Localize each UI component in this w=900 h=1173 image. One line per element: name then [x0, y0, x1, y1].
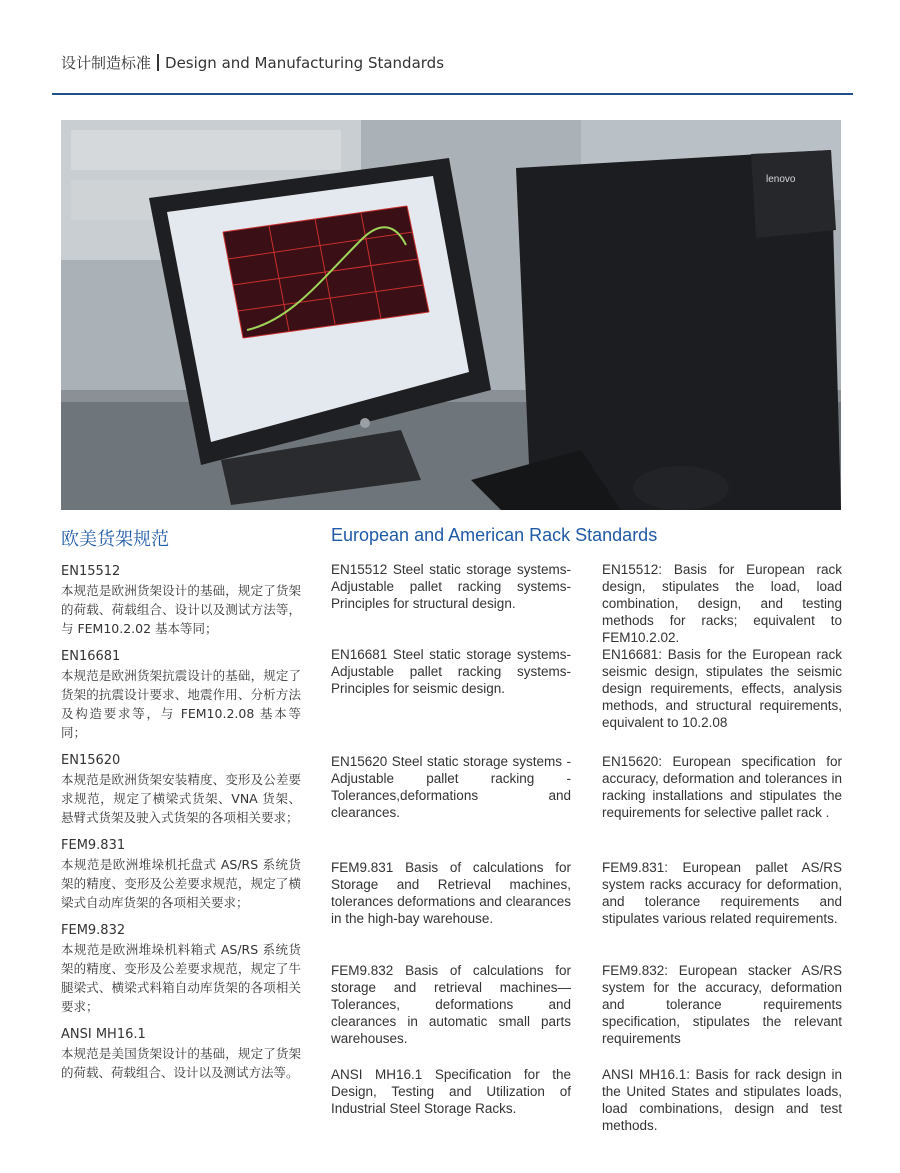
en-standard-name: FEM9.831 Basis of calculations for Storage and Retrieval machines, tolerances deformations and clearances in the high-bay warehouse. — [331, 860, 571, 926]
cn-item-text: 本规范是欧洲货架设计的基础，规定了货架的荷载、荷载组合、设计以及测试方法等，与 FEM10.2.02 基本等同； — [61, 583, 301, 636]
en-standard-desc: EN16681: Basis for the European rack seismic design, stipulates the seismic design requirements, effects, analysis methods, and structural requirements, equivalent to 10.2.08 — [602, 647, 842, 730]
en-standard-desc: FEM9.831: European pallet AS/RS system racks accuracy for deformation, and tolerance requirements and stipulates various related requirements. — [602, 860, 842, 926]
cn-item-code: EN16681 — [61, 649, 121, 664]
en-standard-desc: ANSI MH16.1: Basis for rack design in the United States and stipulates loads, load combinations, design and test methods. — [602, 1067, 842, 1133]
cn-section — [61, 525, 301, 1092]
cn-item-code: FEM9.832 — [61, 923, 126, 938]
en-section-title: European and American Rack Standards — [331, 525, 658, 545]
en-standard-name: ANSI MH16.1 Specification for the Design, Testing and Utilization of Industrial Steel Storage Racks. — [331, 1067, 571, 1116]
en-standard-name: EN16681 Steel static storage systems-Adjustable pallet racking systems-Principles for seismic design. — [331, 647, 571, 696]
cn-item-text: 本规范是欧洲货架安装精度、变形及公差要求规范，规定了横梁式货架、VNA 货架、悬臂式货架及驶入式货架的各项相关要求； — [61, 772, 301, 825]
cn-item-code: FEM9.831 — [61, 838, 126, 853]
cn-item — [61, 563, 301, 638]
cn-item-code: EN15620 — [61, 753, 121, 768]
en-standard-name: EN15620 Steel static storage systems -Adjustable pallet racking -Tolerances,deformations and clearances. — [331, 754, 571, 820]
header-title-en: Design and Manufacturing Standards — [165, 54, 445, 72]
en-standard-desc: EN15620: European specification for accuracy, deformation and tolerances in racking installations and stipulates the requirements for selective pallet rack . — [602, 754, 842, 820]
cn-item-text: 本规范是欧洲货架抗震设计的基础，规定了货架的抗震设计要求、地震作用、分析方法及构造要求等，与 FEM10.2.08 基本等同； — [61, 668, 301, 740]
tower-brand-text: lenovo — [766, 174, 796, 185]
cn-item — [61, 922, 301, 1016]
cn-item-code: EN15512 — [61, 564, 121, 579]
cn-item — [61, 752, 301, 827]
cn-item-text: 本规范是美国货架设计的基础，规定了货架的荷载、荷载组合、设计以及测试方法等。 — [61, 1046, 301, 1080]
cn-item — [61, 648, 301, 742]
header-title-cn: 设计制造标准 — [61, 54, 152, 72]
en-standard-desc: FEM9.832: European stacker AS/RS system for the accuracy, deformation and tolerance requirements specification, stipulates the relevant requirements — [602, 963, 842, 1046]
cn-item-text: 本规范是欧洲堆垛机料箱式 AS/RS 系统货架的精度、变形及公差要求规范，规定了牛腿梁式、横梁式料箱自动库货架的各项相关要求； — [61, 942, 301, 1014]
en-standard-name: EN15512 Steel static storage systems-Adjustable pallet racking systems-Principles for structural design. — [331, 562, 571, 611]
cn-item-code: ANSI MH16.1 — [61, 1027, 146, 1042]
cn-item-text: 本规范是欧洲堆垛机托盘式 AS/RS 系统货架的精度、变形及公差要求规范，规定了横梁式自动库货架的各项相关要求； — [61, 857, 301, 910]
header-rule — [52, 93, 853, 95]
lab-photo-illustration — [61, 120, 841, 510]
lab-photo — [61, 120, 841, 510]
cn-item — [61, 837, 301, 912]
cn-item — [61, 1026, 301, 1082]
cn-section-title: 欧美货架规范 — [61, 529, 169, 550]
en-standard-desc: EN15512: Basis for European rack design, stipulates the load, load combination, design, and testing methods for racks; equivalent to FEM10.2.02. — [602, 562, 842, 645]
page-header — [61, 52, 444, 73]
en-standard-name: FEM9.832 Basis of calculations for storage and retrieval machines—Tolerances, deformations and clearances in automatic small parts warehouses. — [331, 963, 571, 1046]
header-separator — [157, 54, 159, 71]
